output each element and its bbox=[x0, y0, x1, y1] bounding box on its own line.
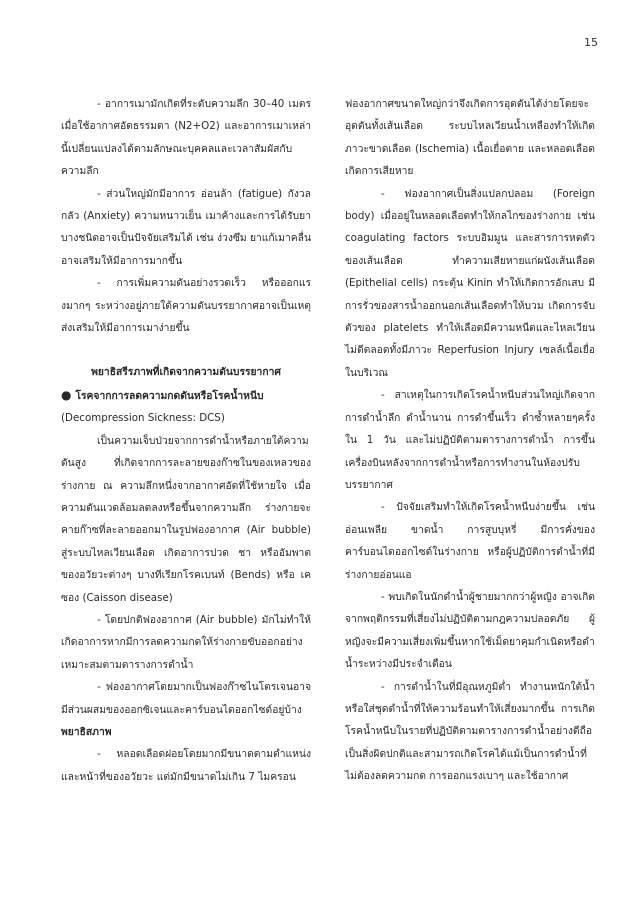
paragraph-causes: - สาเหตุในการเกิดโรคน้ำหนีบส่วนใหญ่เกิดจากการดำน้ำลึก ดำน้ำนาน การดำขึ้นเร็ว ดำซ้ำหลายๆครั้งใน 1 วัน และไม่ปฏิบัติตามตารางการดำน้ำ การขึ้นเครื่องบินหลังจากการดำน้ำหรือการทำงานในห้องปรับบรรยากาศ bbox=[345, 389, 595, 491]
spacer bbox=[61, 339, 311, 361]
paragraph-gender: - พบเกิดในนักดำน้ำผู้ชายมากกว่าผู้หญิง อาจเกิดจากพฤติกรรมที่เสี่ยงไม่ปฏิบัติตามกฎความปลอดภัย ผู้หญิงจะมีความเสี่ยงเพิ่มขึ้นหากใช้เม็ดยาคุมกำเนิดหรือดำน้ำระหว่างมีประจำเดือน bbox=[345, 590, 595, 671]
bullet-heading bbox=[61, 384, 311, 407]
paragraph-temperature: - การดำน้ำในที่มีอุณหภูมิต่ำ ทำงานหนักใต้น้ำหรือใส่ชุดดำน้ำที่ให้ความร้อนทำให้เสี่ยงมากขึ้น การเกิดโรคน้ำหนีบในรายที่ปฏิบัติตามตารางการดำน้ำอย่างดีถือเป็นสิ่งผิดปกติและสามารถเกิดโรคได้แม้เป็นการดำน้ำที่ไม่ต้องลดความกด การออกแรงเบาๆ และใช้อากาศ bbox=[345, 680, 595, 783]
paragraph-foreign-body: - ฟองอากาศเป็นสิ่งแปลกปลอม (Foreign body) เมื่ออยู่ในหลอดเลือดทำให้กลไกของร่างกาย เช่น coagulating factors ระบบอิมมูน และสารการหดตัวของเส้นเลือด ทำความเสียหายแก่ผนังเส้นเลือด (Epithelial cells) กระตุ้น Kinin ทำให้เกิดการอักเสบ มีการรั่วของสารน้ำออกนอกเส้นเลือดทำให้บวม เกิดการจับตัวของ platelets ทำให้เลือดมีความหนืดและไหลเวียนไม่ดีตลอดทั้งมีภาวะ Reperfusion Injury เซลล์เนื้อเยื่อในบริเวณ bbox=[345, 187, 595, 379]
paragraph-dcs-definition: เป็นความเจ็บป่วยจากการดำน้ำหรือภายใต้ความดันสูง ที่เกิดจากการละลายของก๊าซในของเหลวของร่างกาย ณ ความลึกหนึ่งจากอากาศอัดที่ใช้หายใจ เมื่อความดันแวดล้อมลดลงหรือขึ้นจากความลึก ร่างกายจะคายก๊าซที่ละลายออกมาในรูปฟองอากาศ (Air bubble) สู่ระบบไหลเวียนเลือด เกิดอาการปวด ชา หรืออัมพาตของอวัยวะต่างๆ บางทีเรียกโรคเบนท์ (Bends) หรือ เคซอง (Caisson disease) bbox=[61, 434, 311, 604]
paragraph-risk-factors: - ปัจจัยเสริมทำให้เกิดโรคน้ำหนีบง่ายขึ้น เช่น อ่อนเพลีย ขาดน้ำ การสูบบุหรี่ มีการคั่งของคาร์บอนไดออกไซด์ในร่างกาย หรือผู้ปฏิบัติการดำน้ำที่มีร่างกายอ่อนแอ bbox=[345, 501, 595, 581]
bullet-heading-text: โรคจากการลดความกดดันหรือโรคน้ำหนีบ bbox=[75, 389, 264, 402]
page-number: 15 bbox=[584, 36, 598, 49]
left-column bbox=[61, 93, 311, 788]
section-heading: พยาธิสรีรภาพที่เกิดจากความดันบรรยากาศ bbox=[91, 366, 281, 379]
right-column bbox=[345, 93, 595, 788]
paragraph-ischemia: ฟองอากาศขนาดใหญ่กว่าจึงเกิดการอุดตันได้ง่ายโดยจะอุดตันทั้งเส้นเลือด ระบบไหลเวียนน้ำเหลืองทำให้เกิดภาวะขาดเลือด (Ischemia) เนื้อเยื่อตาย และหลอดเลือดเกิดการเสียหาย bbox=[345, 98, 595, 178]
paragraph-narcosis-factors: - ส่วนใหญ่มักมีอาการ อ่อนล้า (fatigue) กังวลกลัว (Anxiety) ความหนาวเย็น เมาค้างและการได้รับยาบางชนิดอาจเป็นปัจจัยเสริมได้ เช่น ง่วงซึม ยาแก้เมาคลื่นอาจเสริมให้มีอาการมากขึ้น bbox=[61, 187, 311, 267]
paragraph-capillaries: - หลอดเลือดฝอยโดยมากมีขนาดตามตำแหน่งและหน้าที่ของอวัยวะ แต่มักมีขนาดไม่เกิน 7 ไมครอน bbox=[61, 748, 311, 783]
paragraph-nitrogen: - ฟองอากาศโดยมากเป็นฟองก๊าซไนโตรเจนอาจมีส่วนผสมของออกซิเจนและคาร์บอนไดออกไซด์อยู่บ้าง bbox=[61, 681, 311, 716]
paragraph-narcosis-pressure: - การเพิ่มความดันอย่างรวดเร็ว หรือออกแรงมากๆ ระหว่างอยู่ภายใต้ความดันบรรยากาศอาจเป็นเหตุส่งเสริมให้มีอาการเมาง่ายขึ้น bbox=[61, 277, 311, 335]
paragraph-narcosis-depth: - อาการเมามักเกิดที่ระดับความลึก 30–40 เมตร เมื่อใช้อากาศอัดธรรมดา (N2+O2) และอาการเมาเหล่านี้เปลี่ยนแปลงได้ตามลักษณะบุคคลและเวลาสัมผัสกับความลึก bbox=[61, 98, 311, 178]
bullet-icon: ● bbox=[61, 387, 72, 402]
bullet-subtitle: (Decompression Sickness: DCS) bbox=[61, 412, 225, 425]
pathology-heading: พยาธิสภาพ bbox=[61, 725, 112, 738]
paragraph-air-bubble: - โดยปกติฟองอากาศ (Air bubble) มักไม่ทำให้เกิดอาการหากมีการลดความกดให้ร่างกายขับออกอย่างเหมาะสมตามตารางการดำน้ำ bbox=[61, 613, 311, 671]
